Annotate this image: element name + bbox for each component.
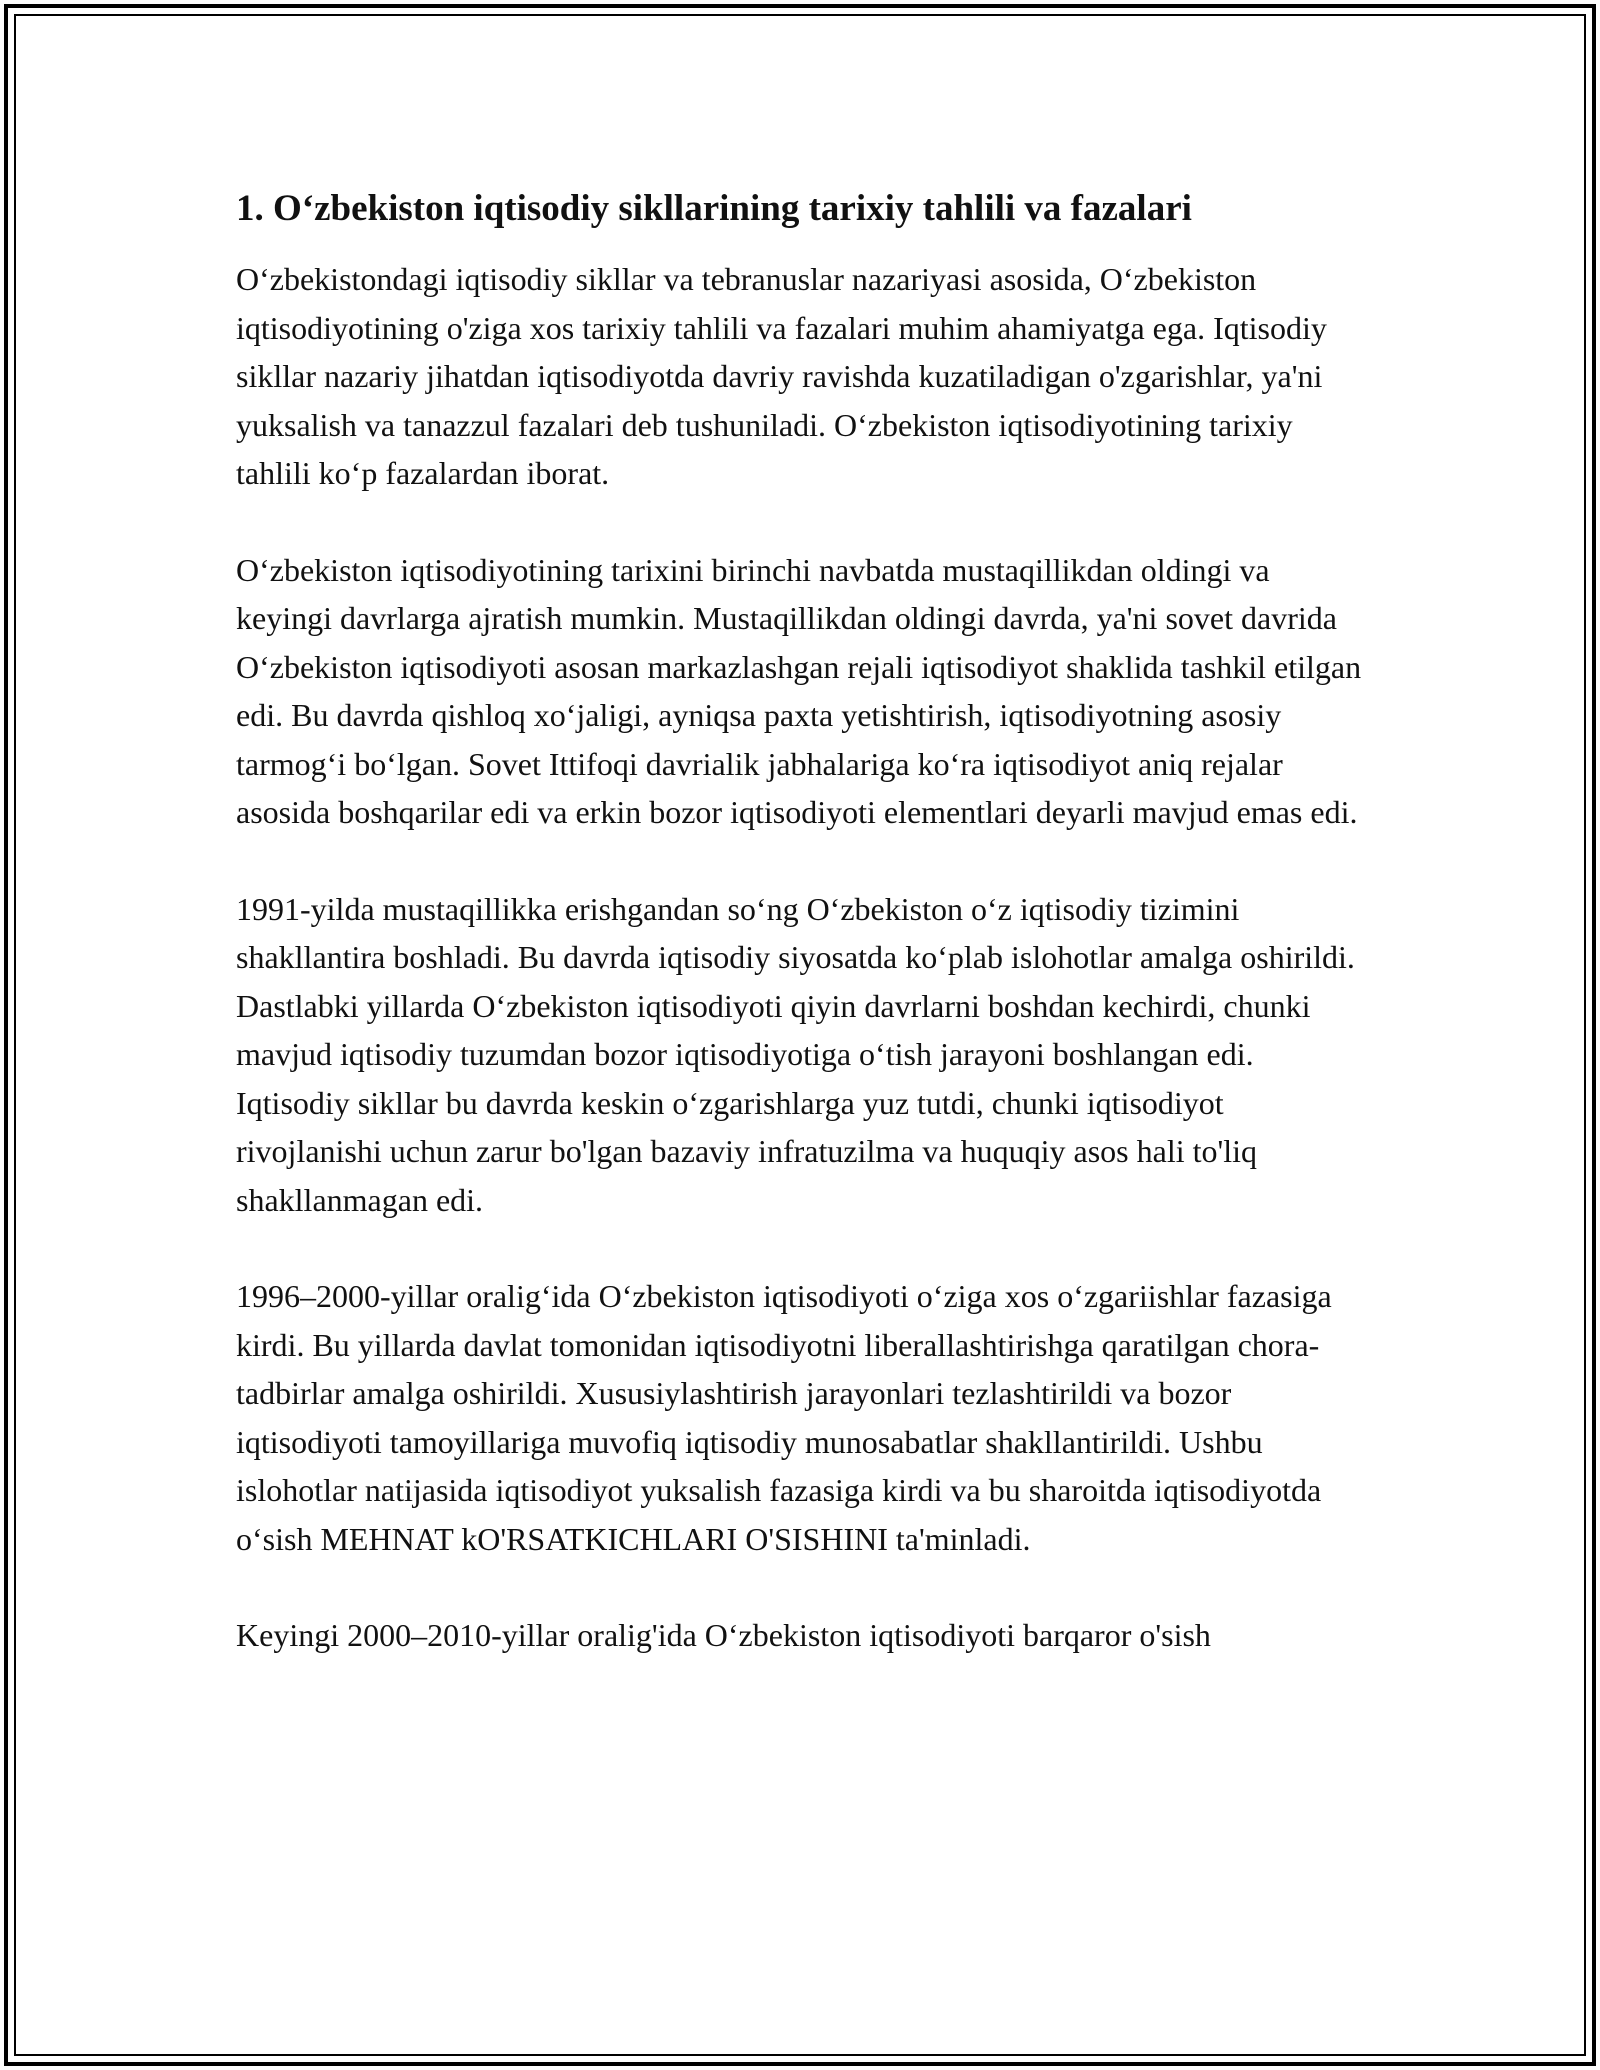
document-body — [236, 185, 1366, 1660]
paragraph-intro: O‘zbekistondagi iqtisodiy sikllar va tebranuslar nazariyasi asosida, O‘zbekiston iqtisodiyotining o'ziga xos tarixiy tahlili va fazalari muhim ahamiyatga ega. Iqtisodiy sikllar nazariy jihatdan iqtisodiyotda davriy ravishda kuzatiladigan o'zgarishlar, ya'ni yuksalish va tanazzul fazalari deb tushuniladi. O‘zbekiston iqtisodiyotining tarixiy tahlili ko‘p fazalardan iborat. — [236, 261, 1327, 491]
paragraph-2000-2010: Keyingi 2000–2010-yillar oralig'ida O‘zbekiston iqtisodiyoti barqaror o'sish — [236, 1617, 1211, 1653]
paragraph-1996-2000: 1996–2000-yillar oralig‘ida O‘zbekiston iqtisodiyoti o‘ziga xos o‘zgariishlar fazasiga kirdi. Bu yillarda davlat tomonidan iqtisodiyotni liberallashtirishga qaratilgan chora-tadbirlar amalga oshirildi. Xususiylashtirish jarayonlari tezlashtirildi va bozor iqtisodiyoti tamoyillariga muvofiq iqtisodiy munosabatlar shakllantirildi. Ushbu islohotlar natijasida iqtisodiyot yuksalish fazasiga kirdi va bu sharoitda iqtisodiyotda o‘sish MEHNAT kO'RSATKICHLARI O'SISHINI ta'minladi. — [236, 1278, 1332, 1557]
section-heading: 1. O‘zbekiston iqtisodiy sikllarining tarixiy tahlili va fazalari — [236, 188, 1192, 229]
paragraph-independence: 1991-yilda mustaqillikka erishgandan so‘ng O‘zbekiston o‘z iqtisodiy tizimini shakllantira boshladi. Bu davrda iqtisodiy siyosatda ko‘plab islohotlar amalga oshirildi. Dastlabki yillarda O‘zbekiston iqtisodiyoti qiyin davrlarni boshdan kechirdi, chunki mavjud iqtisodiy tuzumdan bozor iqtisodiyotiga o‘tish jarayoni boshlangan edi. Iqtisodiy sikllar bu davrda keskin o‘zgarishlarga yuz tutdi, chunki iqtisodiyot rivojlanishi uchun zarur bo'lgan bazaviy infratuzilma va huquqiy asos hali to'liq shakllanmagan edi. — [236, 890, 1355, 1218]
paragraph-soviet-period: O‘zbekiston iqtisodiyotining tarixini birinchi navbatda mustaqillikdan oldingi va keyingi davrlarga ajratish mumkin. Mustaqillikdan oldingi davrda, ya'ni sovet davrida O‘zbekiston iqtisodiyoti asosan markazlashgan rejali iqtisodiyot shaklida tashkil etilgan edi. Bu davrda qishloq xo‘jaligi, ayniqsa paxta yetishtirish, iqtisodiyotning asosiy tarmog‘i bo‘lgan. Sovet Ittifoqi davrialik jabhalariga ko‘ra iqtisodiyot aniq rejalar asosida boshqarilar edi va erkin bozor iqtisodiyoti elementlari deyarli mavjud emas edi. — [236, 551, 1362, 830]
